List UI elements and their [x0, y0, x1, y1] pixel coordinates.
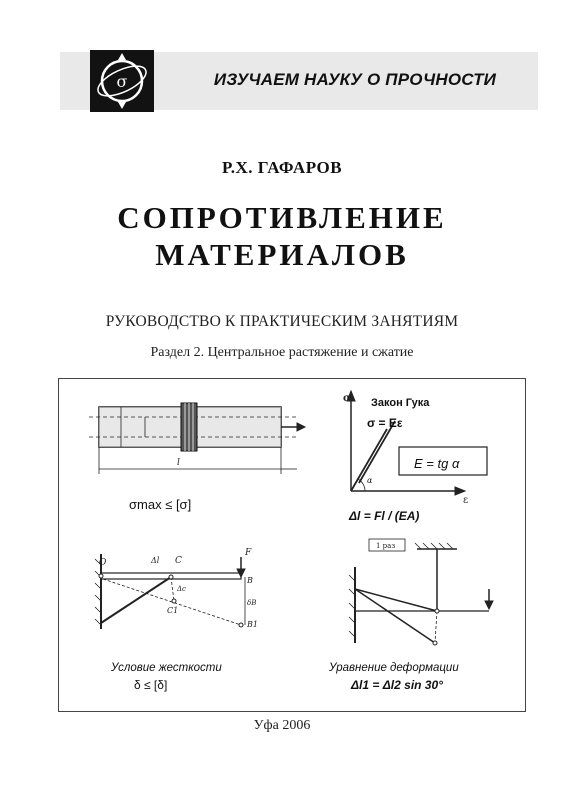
stiffness-caption: Условие жесткости — [111, 662, 222, 674]
label-deltaB: δB — [247, 599, 257, 607]
label-C: C — [175, 556, 182, 566]
author-name: Р.Х. ГАФАРОВ — [221, 158, 343, 177]
label-alpha: α — [367, 476, 373, 485]
publication-place-year: Уфа 2006 — [253, 718, 311, 733]
label-C1: C1 — [167, 606, 179, 615]
logo-sigma: σ — [116, 72, 128, 91]
label-B1: B1 — [247, 620, 258, 629]
cover-illustration — [58, 378, 526, 712]
label-O: O — [99, 558, 107, 568]
book-subtitle: РУКОВОДСТВО К ПРАКТИЧЕСКИМ ЗАНЯТИЯМ — [105, 313, 459, 330]
book-title-line2: МАТЕРИАЛОВ — [155, 237, 409, 272]
tension-bar-diagram — [89, 403, 305, 474]
hooke-law-title: Закон Гука — [371, 397, 430, 409]
label-l: l — [177, 458, 180, 468]
publisher-logo — [90, 50, 154, 112]
elongation-equation: Δl = Fl / (EA) — [349, 509, 420, 523]
stiffness-equation: δ ≤ [δ] — [134, 678, 168, 692]
stiffness-diagram — [95, 548, 258, 629]
axis-sigma: σ — [343, 393, 351, 404]
book-title-line1: СОПРОТИВЛЕНИЕ — [117, 200, 447, 235]
deformation-caption: Уравнение деформации — [329, 662, 459, 674]
label-deltaC: Δc — [177, 585, 186, 593]
modulus-equation: E = tg α — [414, 456, 460, 471]
strength-condition: σmax ≤ [σ] — [129, 497, 192, 512]
label-B: B — [247, 576, 253, 585]
hooke-law-equation: σ = Eε — [367, 416, 403, 430]
axis-epsilon: ε — [463, 495, 469, 506]
deformation-diagram — [349, 539, 493, 645]
label-raz: 1 раз — [376, 542, 396, 550]
section-title: Раздел 2. Центральное растяжение и сжатие — [150, 345, 414, 360]
label-F: F — [245, 548, 252, 558]
label-dl: Δl — [151, 556, 160, 565]
series-title: ИЗУЧАЕМ НАУКУ О ПРОЧНОСТИ — [213, 70, 497, 89]
deformation-equation: Δl1 = Δl2 sin 30° — [351, 678, 443, 692]
